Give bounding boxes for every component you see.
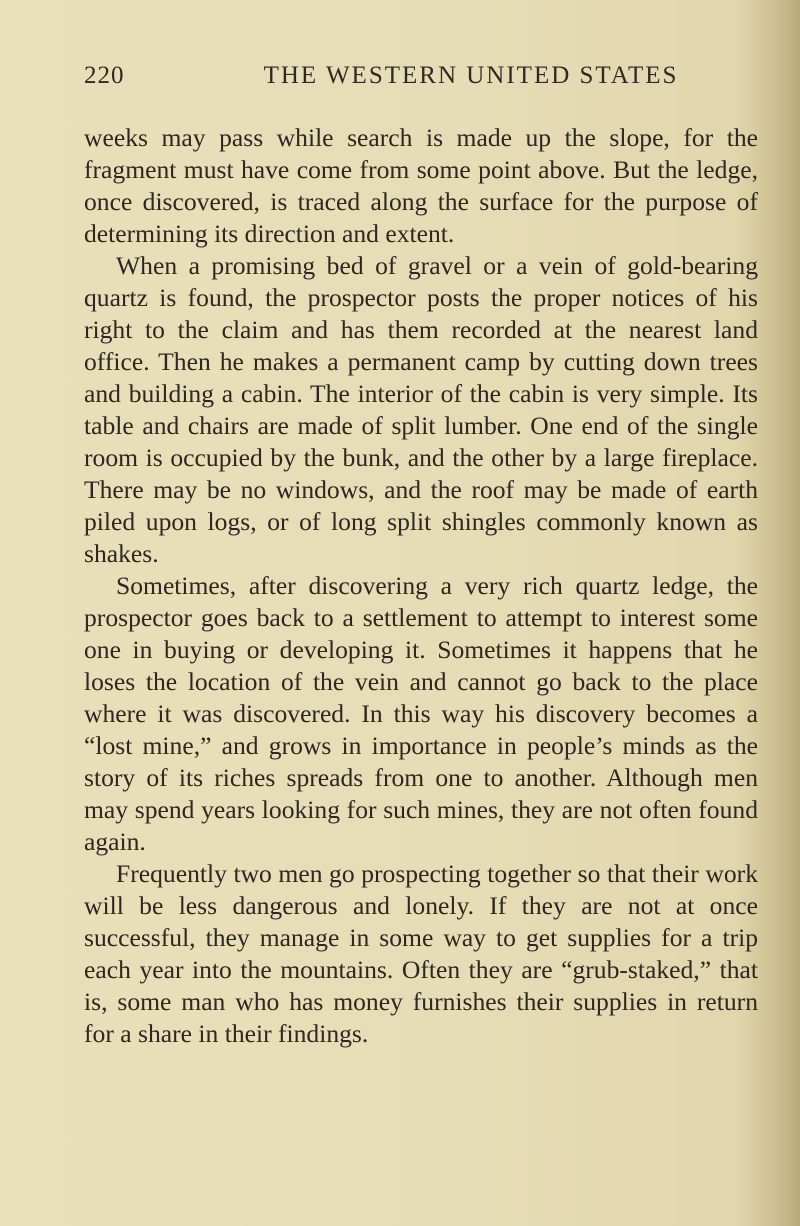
paragraph: Sometimes, after discovering a very rich quartz ledge, the prospector goes back to a settlement to attempt to interest some one in buying or developing it. Sometimes it happens that he loses the location of the vein and cannot go back to the place where it was discovered. In this way his discovery becomes a “lost mine,” and grows in importance in people’s minds as the story of its riches spreads from one to another. Although men may spend years looking for such mines, they are not often found again.	[84, 571, 758, 856]
paragraph: weeks may pass while search is made up the slope, for the fragment must have come from some point above. But the ledge, once discovered, is traced along the surface for the purpose of determining its direction and extent.	[84, 123, 758, 248]
body-text	[84, 122, 758, 1050]
running-title: THE WESTERN UNITED STATES	[263, 62, 679, 89]
paragraph: When a promising bed of gravel or a vein of gold-bearing quartz is found, the prospector posts the proper notices of his right to the claim and has them recorded at the nearest land office. Then he makes a permanent camp by cutting down trees and building a cabin. The interior of the cabin is very simple. Its table and chairs are made of split lumber. One end of the single room is occupied by the bunk, and the other by a large fireplace. There may be no windows, and the roof may be made of earth piled upon logs, or of long split shingles commonly known as shakes.	[84, 251, 758, 568]
page-header	[84, 62, 718, 102]
page-number: 220	[84, 62, 125, 89]
paragraph: Frequently two men go prospecting together so that their work will be less dangerous and lonely. If they are not at once successful, they manage in some way to get supplies for a trip each year into the mountains. Often they are “grub-staked,” that is, some man who has money furnishes their supplies in return for a share in their findings.	[84, 859, 758, 1048]
